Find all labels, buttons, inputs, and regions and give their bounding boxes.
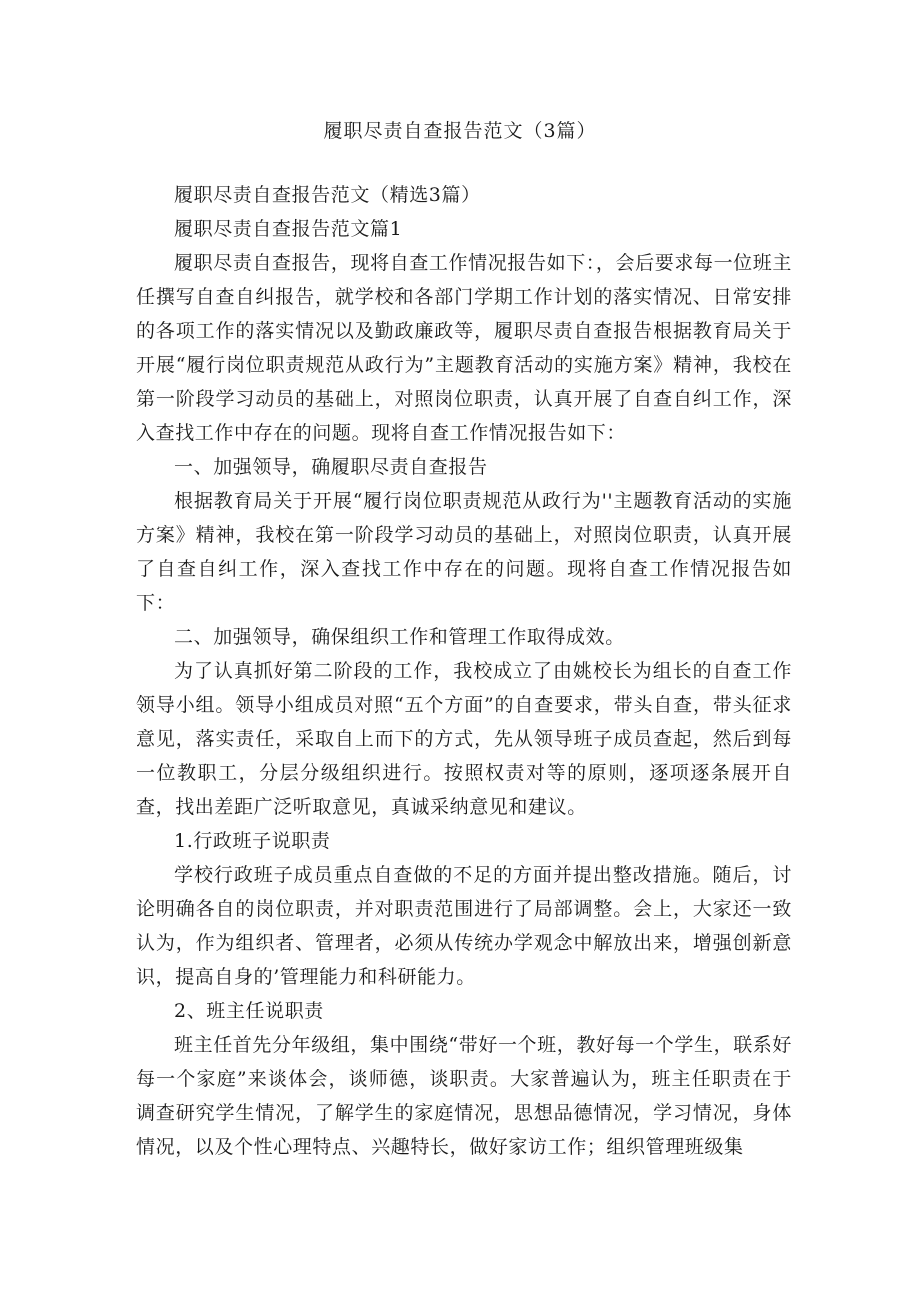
section-heading: 履职尽责自查报告范文篇1 — [174, 218, 403, 240]
section-heading: 1.行政班子说职责 — [174, 830, 331, 852]
body-paragraph: 为了认真抓好第二阶段的工作，我校成立了由姚校长为组长的自查工作领导小组。领导小组成员对照“五个方面”的自查要求，带头自查，带头征求意见，落实责任，采取自上而下的方式，先从领导班子成员查起，然后到每一位教职工，分层分级组织进行。按照权责对等的原则，逐项逐条展开自查，找出差距广泛听取意见，真诚采纳意见和建议。 — [136, 660, 792, 818]
section-heading: 一、加强领导，确履职尽责自查报告 — [174, 456, 488, 478]
body-paragraph: 学校行政班子成员重点自查做的不足的方面并提出整改措施。随后，讨论明确各自的岗位职责，并对职责范围进行了局部调整。会上，大家还一致认为，作为组织者、管理者，必须从传统办学观念中解放出来，增强创新意识，提高自身的’管理能力和科研能力。 — [136, 864, 792, 988]
body-paragraph: 根据教育局关于开展“履行岗位职责规范从政行为''主题教育活动的实施方案》精神，我校在第一阶段学习动员的基础上，对照岗位职责，认真开展了自查自纠工作，深入查找工作中存在的问题。现将自查工作情况报告如下： — [136, 490, 792, 614]
subtitle-paragraph: 履职尽责自查报告范文（精选3篇） — [174, 184, 481, 206]
body-paragraph: 履职尽责自查报告，现将自查工作情况报告如下：，会后要求每一位班主任撰写自查自纠报告，就学校和各部门学期工作计划的落实情况、日常安排的各项工作的落实情况以及勤政廉政等，履职尽责自查报告根据教育局关于开展“履行岗位职责规范从政行为”主题教育活动的实施方案》精神，我校在第一阶段学习动员的基础上，对照岗位职责，认真开展了自查自纠工作，深入查找工作中存在的问题。现将自查工作情况报告如下： — [136, 252, 792, 444]
body-paragraph: 班主任首先分年级组，集中围绕“带好一个班，教好每一个学生，联系好每一个家庭”来谈体会，谈师德，谈职责。大家普遍认为，班主任职责在于调查研究学生情况，了解学生的家庭情况，思想品德情况，学习情况，身体情况，以及个性心理特点、兴趣特长，做好家访工作；组织管理班级集 — [136, 1034, 792, 1158]
section-heading: 2、班主任说职责 — [174, 1000, 324, 1022]
document-title: 履职尽责自查报告范文（3篇） — [323, 120, 597, 142]
document-body — [136, 178, 792, 1164]
section-heading: 二、加强领导，确保组织工作和管理工作取得成效。 — [174, 626, 625, 648]
